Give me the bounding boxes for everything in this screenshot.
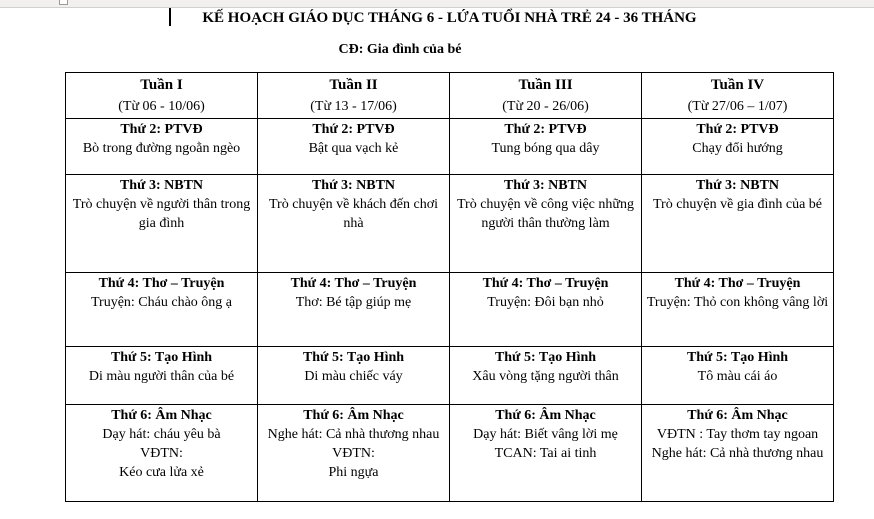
activity-text: Truyện: Đôi bạn nhỏ [487, 295, 604, 310]
activity-text: Bật qua vạch kẻ [308, 141, 399, 156]
activity-label: Thứ 6: Âm Nhạc [111, 408, 212, 423]
activity-text: Trò chuyện về người thân trong gia đình [72, 197, 251, 231]
activity-text: Di màu chiếc váy [304, 369, 403, 384]
monday-week1-cell[interactable] [66, 119, 258, 175]
activity-text: Thơ: Bé tập giúp mẹ [295, 295, 412, 310]
week-3-name: Tuần III [518, 77, 573, 93]
week-3-dates: (Từ 20 - 26/06) [502, 99, 589, 114]
activity-text: Di màu người thân của bé [88, 369, 235, 384]
friday-week2-cell[interactable] [258, 405, 450, 502]
week-1-dates: (Từ 06 - 10/06) [118, 99, 205, 114]
tuesday-week4-cell[interactable] [642, 175, 834, 273]
activity-label: Thứ 2: PTVĐ [312, 122, 395, 137]
activity-text: Trò chuyện về gia đình của bé [653, 197, 822, 212]
monday-week4-cell[interactable] [642, 119, 834, 175]
tuesday-week3-cell[interactable] [450, 175, 642, 273]
week-2-header-cell[interactable] [258, 73, 450, 119]
activity-label: Thứ 5: Tạo Hình [686, 350, 789, 365]
activity-text: TCAN: Tai ai tinh [494, 446, 597, 461]
activity-label: Thứ 5: Tạo Hình [110, 350, 213, 365]
activity-label: Thứ 2: PTVĐ [504, 122, 587, 137]
friday-week1-cell[interactable] [66, 405, 258, 502]
activity-label: Thứ 6: Âm Nhạc [495, 408, 596, 423]
activity-label: Thứ 4: Thơ – Truyện [98, 276, 225, 291]
activity-text: Tô màu cái áo [697, 369, 778, 384]
activity-label: Thứ 6: Âm Nhạc [303, 408, 404, 423]
page-subtitle: CĐ: Gia đình của bé [338, 42, 462, 57]
table-row-wednesday [66, 273, 834, 347]
wednesday-week4-cell[interactable] [642, 273, 834, 347]
activity-label: Thứ 5: Tạo Hình [302, 350, 405, 365]
table-row-friday [66, 405, 834, 502]
week-2-name: Tuần II [329, 77, 378, 93]
table-row-tuesday [66, 175, 834, 273]
activity-label: Thứ 3: NBTN [695, 178, 780, 193]
activity-label: Thứ 3: NBTN [311, 178, 396, 193]
monday-week2-cell[interactable] [258, 119, 450, 175]
wednesday-week3-cell[interactable] [450, 273, 642, 347]
week-4-name: Tuần IV [710, 77, 765, 93]
activity-text: VĐTN: [332, 446, 375, 461]
thursday-week4-cell[interactable] [642, 347, 834, 405]
activity-text: Kéo cưa lửa xẻ [119, 465, 204, 480]
activity-text: Nghe hát: Cả nhà thương nhau [267, 427, 440, 442]
week-4-header-cell[interactable] [642, 73, 834, 119]
thursday-week2-cell[interactable] [258, 347, 450, 405]
activity-text: Dạy hát: Biết vâng lời mẹ [473, 427, 618, 442]
activity-text: Tung bóng qua dây [491, 141, 600, 156]
activity-label: Thứ 2: PTVĐ [120, 122, 203, 137]
thursday-week1-cell[interactable] [66, 347, 258, 405]
document-top-margin-strip [0, 0, 874, 8]
table-row-thursday [66, 347, 834, 405]
weekly-plan-table [65, 72, 834, 502]
week-2-dates: (Từ 13 - 17/06) [310, 99, 397, 114]
activity-label: Thứ 2: PTVĐ [696, 122, 779, 137]
activity-text: VĐTN : Tay thơm tay ngoan [656, 427, 819, 442]
activity-text: Dạy hát: cháu yêu bà [102, 427, 221, 442]
week-1-header-cell[interactable] [66, 73, 258, 119]
tuesday-week1-cell[interactable] [66, 175, 258, 273]
activity-text: Xâu vòng tặng người thân [472, 369, 619, 384]
week-3-header-cell[interactable] [450, 73, 642, 119]
activity-text: VĐTN: [140, 446, 183, 461]
wednesday-week1-cell[interactable] [66, 273, 258, 347]
tuesday-week2-cell[interactable] [258, 175, 450, 273]
activity-label: Thứ 6: Âm Nhạc [687, 408, 788, 423]
friday-week4-cell[interactable] [642, 405, 834, 502]
activity-text: Nghe hát: Cả nhà thương nhau [651, 446, 824, 461]
table-row-monday [66, 119, 834, 175]
activity-label: Thứ 3: NBTN [119, 178, 204, 193]
activity-text: Phi ngựa [328, 465, 379, 480]
thursday-week3-cell[interactable] [450, 347, 642, 405]
activity-label: Thứ 4: Thơ – Truyện [290, 276, 417, 291]
activity-label: Thứ 3: NBTN [503, 178, 588, 193]
friday-week3-cell[interactable] [450, 405, 642, 502]
page-title: KẾ HOẠCH GIÁO DỤC THÁNG 6 - LỨA TUỔI NHÀ TRẺ 24 - 36 THÁNG [202, 10, 697, 26]
activity-label: Thứ 4: Thơ – Truyện [482, 276, 609, 291]
activity-text: Chạy đổi hướng [692, 141, 783, 156]
week-1-name: Tuần I [140, 77, 183, 93]
activity-text: Trò chuyện về công việc những người thân thường làm [457, 197, 634, 231]
week-4-dates: (Từ 27/06 – 1/07) [687, 99, 788, 114]
monday-week3-cell[interactable] [450, 119, 642, 175]
table-handle-icon[interactable] [59, 0, 68, 5]
activity-label: Thứ 4: Thơ – Truyện [674, 276, 801, 291]
activity-text: Bò trong đường ngoằn ngèo [82, 141, 241, 156]
activity-text: Truyện: Thỏ con không vâng lời [646, 295, 829, 310]
activity-text: Trò chuyện về khách đến chơi nhà [268, 197, 438, 231]
activity-text: Truyện: Cháu chào ông ạ [90, 295, 233, 310]
table-header-row [66, 73, 834, 119]
activity-label: Thứ 5: Tạo Hình [494, 350, 597, 365]
wednesday-week2-cell[interactable] [258, 273, 450, 347]
